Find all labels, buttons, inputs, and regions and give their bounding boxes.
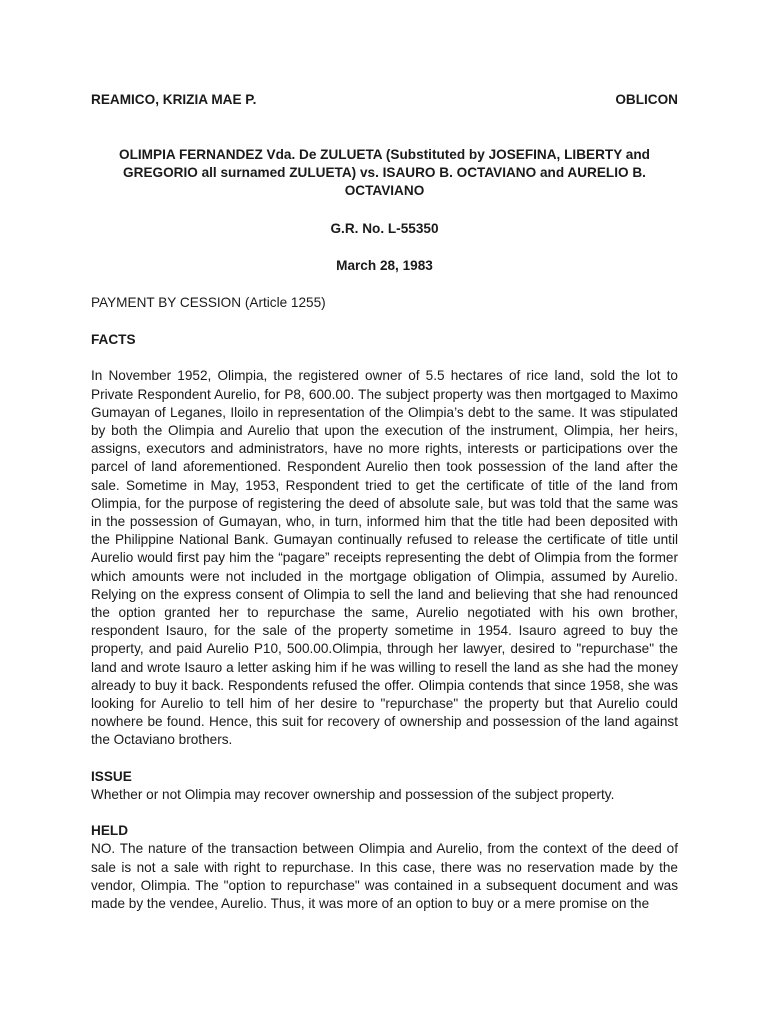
subject-name: OBLICON — [615, 92, 678, 107]
facts-paragraph: In November 1952, Olimpia, the registered owner of 5.5 hectares of rice land, sold the lot to Private Respondent Aurelio, for P8, 600.00. The subject property was then mortgaged to Maximo Gumayan of Leganes, Iloilo in representation of the Olimpia’s debt to the same. It was stipulated by both the Olimpia and Aurelio that upon the execution of the instrument, Olimpia, her heirs, assigns, executors and administrators, have no more rights, interests or participations over the parcel of land aforementioned. Respondent Aurelio then took possession of the land after the sale. Sometime in May, 1953, Respondent tried to get the certificate of title of the land from Olimpia, for the purpose of registering the deed of absolute sale, but was told that the same was in the possession of Gumayan, who, in turn, informed him that the title had been deposited with the Philippine National Bank. Gumayan continually refused to release the certificate of title until Aurelio would first pay him the “pagare” receipts representing the debt of Olimpia from the former which amounts were not included in the mortgage obligation of Olimpia, assumed by Aurelio. Relying on the express consent of Olimpia to sell the land and believing that she had renounced the option granted her to repurchase the same, Aurelio negotiated with his own brother, respondent Isauro, for the sale of the property sometime in 1954. Isauro agreed to buy the property, and paid Aurelio P10, 500.00.Olimpia, through her lawyer, desired to "repurchase" the land and wrote Isauro a letter asking him if he was willing to resell the land as she had the money already to buy it back. Respondents refused the offer. Olimpia contends that since 1958, she was looking for Aurelio to tell him of her desire to "repurchase" the property but that Aurelio could nowhere be found. Hence, this suit for recovery of ownership and possession of the land against the Octaviano brothers. — [91, 368, 678, 748]
topic-line: PAYMENT BY CESSION (Article 1255) — [91, 295, 326, 311]
held-heading: HELD — [91, 823, 129, 839]
document-page — [91, 88, 678, 913]
held-paragraph: NO. The nature of the transaction between Olimpia and Aurelio, from the context of the deed of sale is not a sale with right to repurchase. In this case, there was no reservation made by the vendor, Olimpia. The "option to repurchase" was contained in a subsequent document and was made by the vendee, Aurelio. Thus, it was more of an option to buy or a mere promise on the — [91, 841, 678, 911]
document-header — [91, 88, 678, 112]
case-title: OLIMPIA FERNANDEZ Vda. De ZULUETA (Substituted by JOSEFINA, LIBERTY and GREGORIO all surnamed ZULUETA) vs. ISAURO B. OCTAVIANO and AURELIO B. OCTAVIANO — [119, 147, 650, 199]
issue-heading: ISSUE — [91, 768, 132, 784]
author-name: REAMICO, KRIZIA MAE P. — [91, 92, 257, 107]
decision-date: March 28, 1983 — [336, 257, 433, 273]
issue-paragraph: Whether or not Olimpia may recover ownership and possession of the subject property. — [91, 786, 615, 802]
facts-heading: FACTS — [91, 332, 136, 348]
gr-number: G.R. No. L-55350 — [330, 220, 439, 236]
